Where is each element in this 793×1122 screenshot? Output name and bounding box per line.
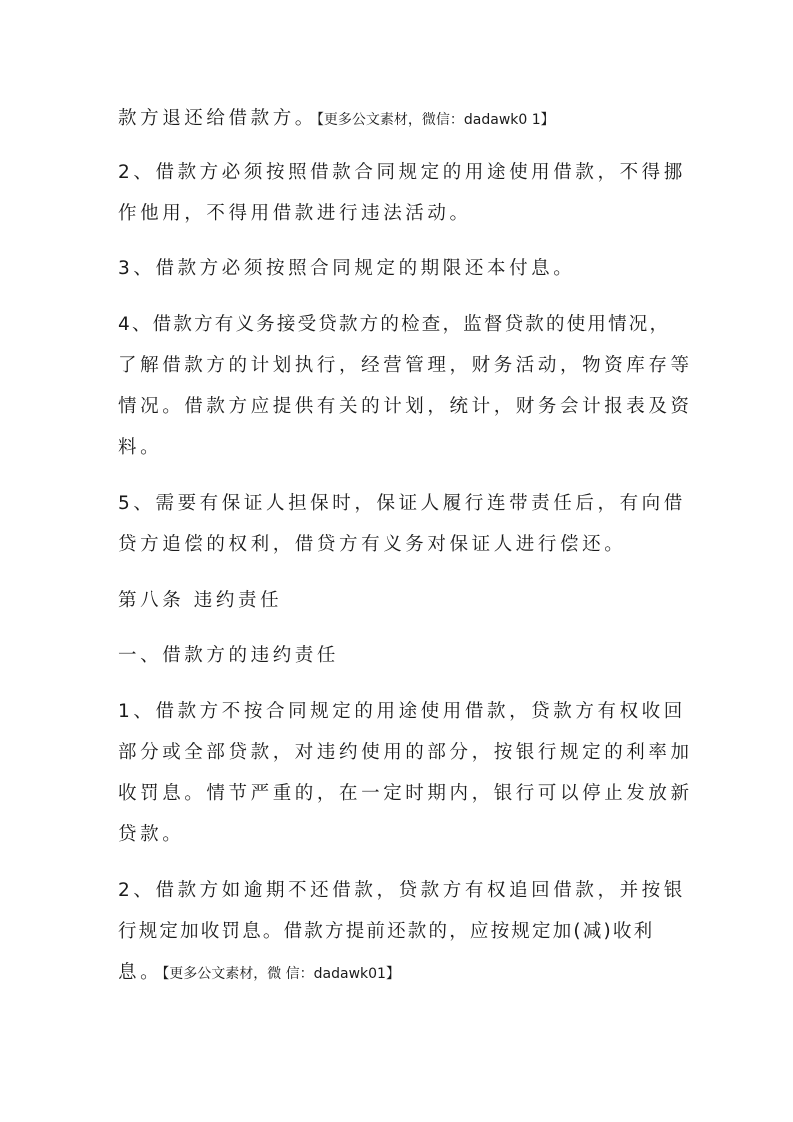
heading-text: 一、借款方的违约责任 [118,645,340,666]
promo-note: 【更多公文素材，微信：dadawk0 1】 [316,112,555,128]
body-text: 了解借款方的计划执行，经营管理，财务活动，物资库存等 [118,355,693,376]
body-text: 部分或全部贷款，对违约使用的部分，按银行规定的利率加 [118,742,693,763]
text-line [118,353,693,379]
body-text: 2、借款方如逾期不还借款，贷款方有权追回借款，并按银 [118,880,686,901]
body-text: 1、借款方不按合同规定的用途使用借款，贷款方有权收回 [118,701,686,722]
body-text: 作他用，不得用借款进行违法活动。 [118,203,472,224]
text-line [118,960,678,987]
body-text: 收罚息。情节严重的，在一定时期内，银行可以停止发放新 [118,783,693,804]
body-text: 贷方追偿的权利，借贷方有义务对保证人进行偿还。 [118,534,627,555]
body-text: 4、借款方有义务接受贷款方的检查，监督贷款的使用情况， [118,314,671,335]
text-line [118,256,678,282]
body-text: 料。 [118,437,163,458]
text-line [118,201,678,227]
body-text: 贷款。 [118,824,185,845]
body-text: 行规定加收罚息。借款方提前还款的，应按规定加(减)收利 [118,921,655,942]
text-line [118,312,678,338]
text-line [118,822,678,848]
promo-note: 【更多公文素材，微 信：dadawk01】 [162,966,400,982]
text-line [118,878,686,904]
body-text: 情况。借款方应提供有关的计划，统计，财务会计报表及资 [118,396,693,417]
body-text: 5、需要有保证人担保时，保证人履行连带责任后，有向借 [118,493,686,514]
body-text: 款方退还给借款方。 [118,108,317,129]
text-line [118,699,686,725]
subsection-heading [118,643,678,669]
text-line [118,532,678,558]
text-line [118,106,678,133]
body-text: 2、借款方必须按照借款合同规定的用途使用借款，不得挪 [118,162,686,183]
heading-text: 第八条 违约责任 [118,590,283,611]
text-line [118,740,693,766]
body-text: 3、借款方必须按照合同规定的期限还本付息。 [118,258,576,279]
text-line [118,435,678,461]
text-line [118,160,686,186]
text-line [118,491,686,517]
body-text: 息。 [118,962,163,983]
section-heading [118,588,678,614]
text-line [118,919,678,945]
text-line [118,394,693,420]
text-line [118,781,693,807]
